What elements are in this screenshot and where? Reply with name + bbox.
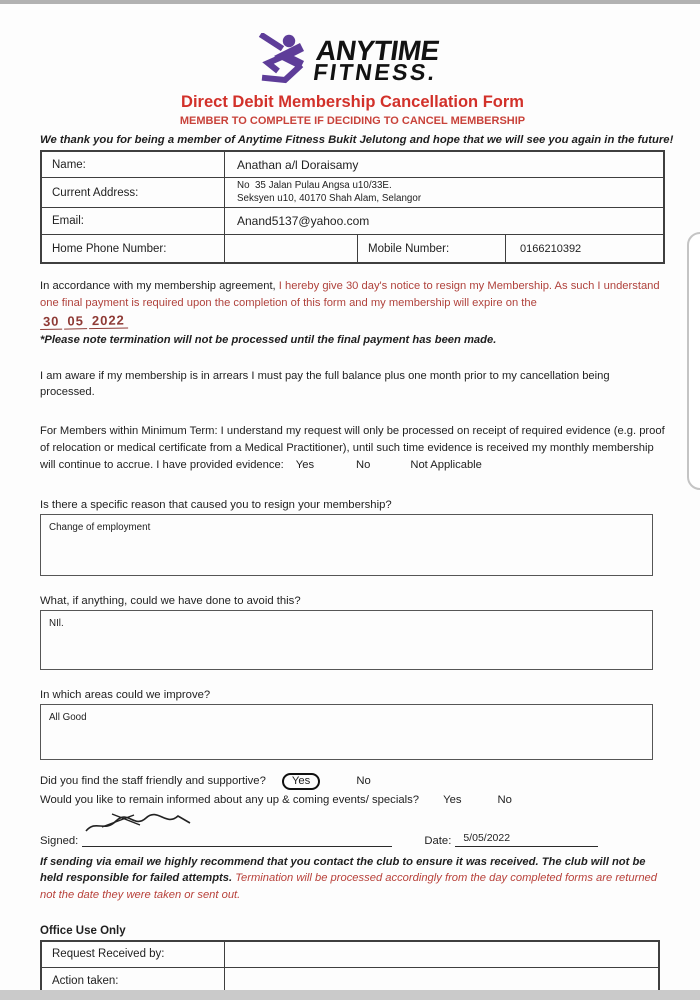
brand-line-1: ANYTIME (314, 35, 441, 67)
informed-yes-option: Yes (443, 793, 462, 806)
address-line-1: No 35 Jalan Pulau Angsa u10/33E. (237, 179, 392, 191)
staff-question-text: Did you find the staff friendly and supportive? (40, 774, 266, 787)
signature-scribble (82, 811, 202, 840)
evidence-option-no: No (356, 458, 371, 471)
agreement-black-text: In accordance with my membership agreement, (40, 280, 276, 292)
member-info-table (40, 150, 665, 264)
staff-yes-option-circled: Yes (282, 773, 320, 790)
agreement-red-text: I hereby give 30 day's notice to resign my Membership. As such I understand one final payment is required upon the completion of this form and my membership will expire on the (40, 280, 660, 309)
form-subtitle: MEMBER TO COMPLETE IF DECIDING TO CANCEL MEMBERSHIP (179, 115, 526, 127)
brand-text (311, 35, 441, 86)
table-row-email (42, 208, 663, 235)
address-label-cell: Current Address: (42, 178, 225, 207)
improve-answer-text: All Good (49, 711, 87, 723)
request-received-label-cell: Request Received by: (42, 942, 225, 967)
email-value-cell: Anand5137@yahoo.com (237, 214, 370, 228)
informed-no-option: No (497, 793, 512, 806)
evidence-option-not-applicable: Not Applicable (410, 458, 482, 471)
mobile-value-cell: 0166210392 (520, 242, 582, 255)
intro-line: We thank you for being a member of Anytime Fitness Bukit Jelutong and hope that we will see you again in the future! (40, 134, 674, 146)
address-value-cell (225, 178, 663, 207)
minimum-term-paragraph (40, 423, 665, 473)
top-status-bar (0, 0, 700, 4)
improve-answer-box (40, 704, 653, 760)
evidence-option-yes: Yes (295, 458, 315, 471)
reason-answer-text: Change of employment (49, 521, 151, 533)
email-label-cell: Email: (42, 208, 225, 234)
question-reason-label: Is there a specific reason that caused you to resign your membership? (40, 498, 392, 511)
expire-day: 30 (40, 313, 63, 329)
request-received-value-cell (225, 942, 658, 967)
date-label: Date: (424, 834, 452, 847)
home-phone-label-cell: Home Phone Number: (42, 235, 225, 262)
avoid-answer-box (40, 610, 653, 670)
home-phone-value-cell (225, 235, 358, 262)
address-line-2: Seksyen u10, 40170 Shah Alam, Selangor (237, 192, 422, 204)
edge-panel-handle[interactable] (687, 232, 700, 490)
informed-question-line (40, 794, 665, 806)
form-content (40, 34, 674, 996)
question-improve-label: In which areas could we improve? (40, 688, 211, 701)
informed-question-text: Would you like to remain informed about any up & coming events/ specials? (40, 793, 420, 806)
date-line: 5/05/2022 (455, 832, 598, 847)
runner-icon (257, 33, 313, 90)
question-avoid-label: What, if anything, could we have done to avoid this? (40, 594, 301, 607)
minimum-term-text: For Members within Minimum Term: I understand my request will only be processed on receipt of required evidence (e.g. proof of relocation or medical certificate from a Medical Practitioner), until such time evidence is received my monthly membership will continue to accrue. I have provided evidence: (40, 425, 665, 471)
signed-label: Signed: (40, 834, 79, 847)
disclaimer-red-text: Termination will be processed accordingly from the day completed forms are returned not the date they were taken or sent out. (40, 872, 658, 902)
table-row-phone (42, 235, 663, 262)
form-title: Direct Debit Membership Cancellation Form (181, 93, 524, 111)
signature-row (40, 832, 665, 847)
brand-line-2: FITNESS. (311, 59, 439, 86)
expire-year: 2022 (89, 312, 128, 329)
action-taken-label-cell: Action taken: (42, 968, 225, 994)
office-use-table (40, 940, 660, 996)
staff-no-option: No (356, 774, 371, 787)
bottom-bar (0, 990, 700, 1000)
expire-date-handwritten (40, 311, 160, 331)
request-received-row (42, 942, 658, 968)
agreement-paragraph (40, 278, 665, 312)
please-note-line: *Please note termination will not be processed until the final payment has been made. (40, 333, 497, 346)
table-row-name (42, 152, 663, 178)
arrears-paragraph: I am aware if my membership is in arrears I must pay the full balance plus one month prior to my cancellation being processed. (40, 369, 610, 399)
staff-question-line (40, 773, 665, 790)
office-use-title: Office Use Only (40, 924, 126, 937)
anytime-fitness-logo (30, 34, 665, 88)
disclaimer-paragraph (40, 854, 665, 904)
avoid-answer-text: NIl. (49, 617, 64, 629)
reason-answer-box (40, 514, 653, 576)
name-label-cell: Name: (42, 152, 225, 177)
disclaimer-black-text: If sending via email we highly recommend that you contact the club to ensure it was received. The club will not be held responsible for failed attempts. (40, 855, 646, 885)
table-row-address (42, 178, 663, 208)
name-value-cell: Anathan a/l Doraisamy (237, 157, 359, 172)
expire-month: 05 (64, 313, 87, 329)
mobile-label-cell: Mobile Number: (358, 235, 506, 262)
